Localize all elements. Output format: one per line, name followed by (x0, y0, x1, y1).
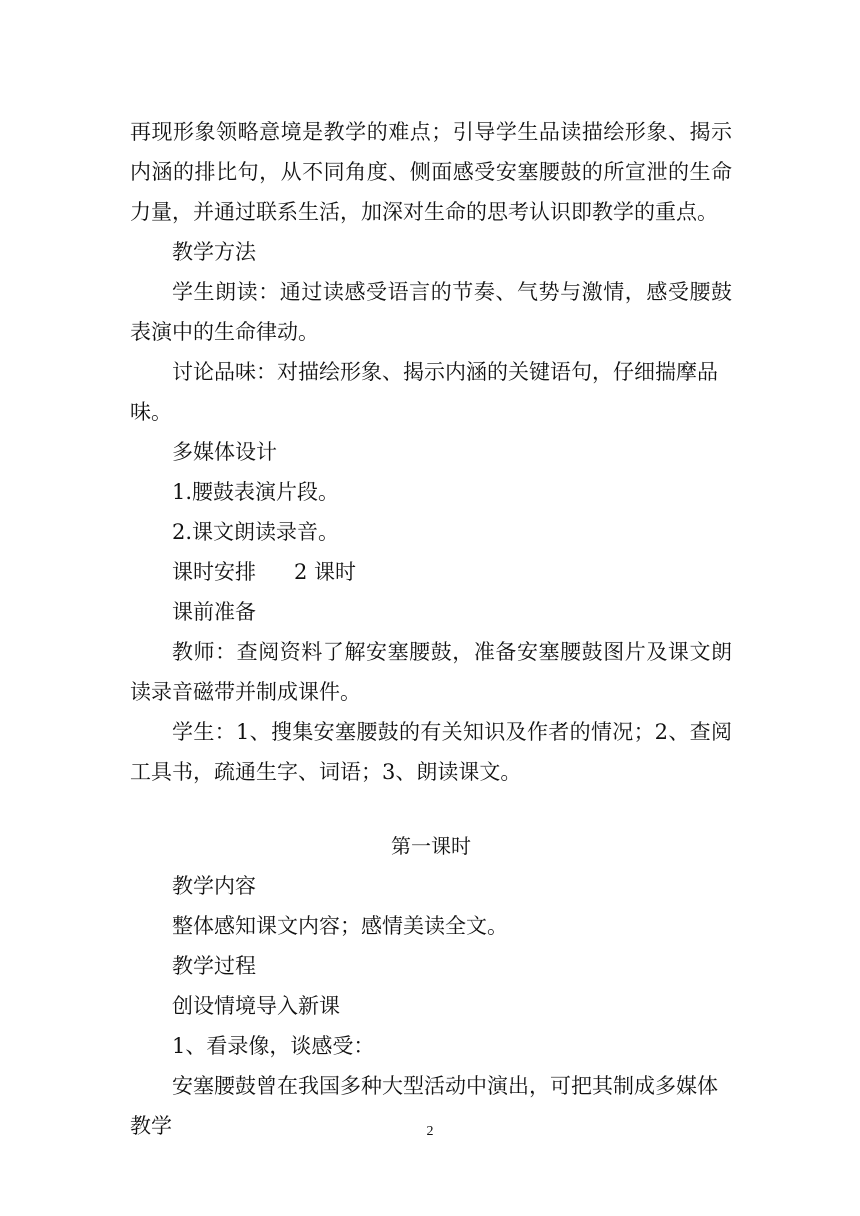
heading-content: 教学内容 (172, 874, 256, 898)
paragraph-difficulty: 再现形象领略意境是教学的难点；引导学生品读描绘形象、揭示内涵的排比句，从不同角度、侧面感受安塞腰鼓的所宣泄的生命力量，并通过联系生活，加深对生命的思考认识即教学的重点。 (130, 120, 732, 224)
schedule-value: 2 课时 (294, 560, 357, 584)
body-text (130, 112, 732, 1146)
page-number: 2 (426, 1124, 434, 1139)
heading-multimedia: 多媒体设计 (172, 440, 277, 464)
paragraph-discussion: 讨论品味：对描绘形象、揭示内涵的关键语句，仔细揣摩品味。 (130, 360, 718, 424)
heading-intro: 创设情境导入新课 (172, 994, 340, 1018)
multimedia-item-1: 1.腰鼓表演片段。 (172, 480, 340, 504)
paragraph-teacher-prep: 教师：查阅资料了解安塞腰鼓，准备安塞腰鼓图片及课文朗读录音磁带并制成课件。 (130, 640, 732, 704)
schedule-line (130, 552, 732, 592)
heading-process: 教学过程 (172, 954, 256, 978)
content-text: 整体感知课文内容；感情美读全文。 (172, 914, 508, 938)
step-1-text: 安塞腰鼓曾在我国多种大型活动中演出，可把其制成多媒体教学 (130, 1074, 718, 1138)
schedule-label: 课时安排 (172, 560, 256, 584)
step-1: 1、看录像，谈感受： (172, 1034, 375, 1058)
paragraph-student-reading: 学生朗读：通过读感受语言的节奏、气势与激情，感受腰鼓表演中的生命律动。 (130, 280, 732, 344)
multimedia-item-2: 2.课文朗读录音。 (172, 520, 340, 544)
paragraph-student-prep: 学生：1、搜集安塞腰鼓的有关知识及作者的情况；2、查阅工具书，疏通生字、词语；3、朗读课文。 (130, 720, 732, 784)
heading-preparation: 课前准备 (172, 600, 256, 624)
lesson-title: 第一课时 (391, 834, 471, 858)
heading-teaching-method: 教学方法 (172, 240, 256, 264)
